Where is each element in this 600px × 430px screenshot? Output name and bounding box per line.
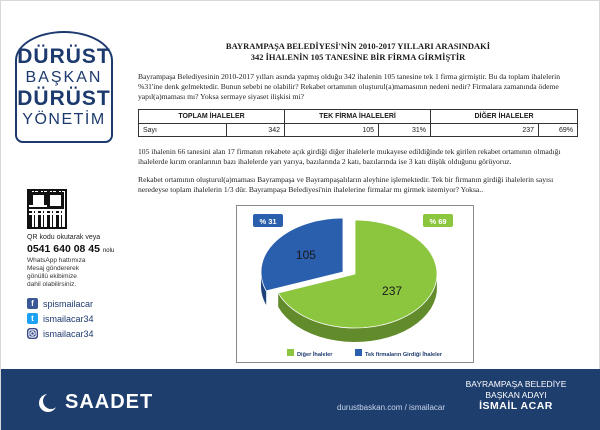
- instagram-handle: ismailacar34: [43, 328, 94, 339]
- table-row: [139, 124, 578, 137]
- legend-swatch-0: [287, 349, 294, 356]
- logo-line-3: DÜRÜST: [17, 87, 111, 110]
- pie-value-label-0: 237: [382, 283, 403, 298]
- phone-number: 0541 640 08 45: [27, 243, 100, 255]
- percent-callout-0: % 69: [429, 217, 447, 226]
- header-total: TOPLAM İHALELER: [139, 110, 285, 124]
- sidebar: [1, 1, 123, 369]
- crescent-star-icon: [37, 392, 59, 414]
- twitter-icon: t: [27, 313, 38, 324]
- page-title: [138, 41, 578, 63]
- instagram-icon: [27, 328, 38, 339]
- cell-other: 237: [431, 124, 539, 137]
- conclusion-paragraph: Rekabet ortamının oluşturul(a)maması Bayrampaşa ve Bayrampaşalıların aleyhine işlemektedir. Tek bir firmanın girdiği ihalelerin sayısı neredeyse toplam ihalelerin 1/3 dür. Bayrampaşa Belediyesi'nin ihalelerine firmalar mı girmek istemiyor? Yoksa..: [138, 175, 554, 194]
- whatsapp-line-3: gönüllü ekibimize: [27, 273, 77, 280]
- pie-chart-svg: [237, 206, 473, 362]
- twitter-handle: ismailacar34: [43, 313, 94, 324]
- cell-single: 105: [285, 124, 379, 137]
- brand-name: SAADET: [65, 391, 154, 413]
- whatsapp-line-4: dahil olabilirsiniz.: [27, 281, 77, 288]
- analysis-paragraph: 105 ihalenin 66 tanesini alan 17 firmanın rekabete açık girdiği diğer ihalelerle mukayese edildiğinde tek girilen rekabet ortamının olmadığı ihalelerde kırım oranlarının bazı ihalelerde yarı yarıya, bazılarında 2 katı, bazılarında ise 3 katı düşük olduğunu görüyoruz.: [138, 147, 561, 166]
- cell-other-pct: 69%: [539, 124, 578, 137]
- facebook-handle: spismailacar: [43, 298, 94, 309]
- footer-bar: [1, 369, 600, 430]
- cell-total: 342: [227, 124, 285, 137]
- candidate-name: İSMAİL ACAR: [479, 400, 553, 412]
- title-line-1: BAYRAMPAŞA BELEDİYESİ'NİN 2010-2017 YILLARI ARASINDAKİ: [225, 41, 491, 51]
- whatsapp-line-1: WhatsApp hattımıza: [27, 257, 86, 264]
- intro-paragraph: Bayrampaşa Belediyesinin 2010-2017 yılları asında yapmış olduğu 342 ihalenin 105 tanesine tek 1 firma girmiştir. Bu da toplam ihalelerin %31'ine denk gelmektedir. Bunun sebebi ne olabilir? Rekabet ortamının oluşturul(a)mamasının nedeni nedir? Firmalara zamanında ödeme yapıl(a)maması mı? Yoksa sermaye siyaset ilişkisi mi?: [138, 72, 560, 101]
- phone-suffix: nolu: [102, 248, 115, 254]
- tender-stats-table: [138, 109, 578, 137]
- candidate-line-1: BAYRAMPAŞA BELEDİYE: [465, 379, 567, 389]
- header-other: DİĞER İHALELER: [431, 110, 578, 124]
- whatsapp-line-2: Mesaj göndererek: [27, 265, 80, 272]
- qr-code[interactable]: [27, 189, 67, 229]
- logo-line-2: BAŞKAN: [25, 69, 103, 86]
- social-facebook[interactable]: [27, 298, 93, 309]
- logo-line-4: YÖNETİM: [22, 111, 106, 128]
- whatsapp-phone[interactable]: [27, 243, 114, 255]
- table-header-row: [139, 110, 578, 124]
- main-content: [138, 41, 578, 101]
- pie-chart: [236, 205, 474, 363]
- social-instagram[interactable]: [27, 328, 94, 339]
- candidate-block: [441, 379, 591, 412]
- candidate-line-2: BAŞKAN ADAYI: [485, 390, 547, 400]
- durust-baskan-logo: [15, 31, 113, 143]
- legend-label-0: Diğer İhaleler: [297, 352, 333, 358]
- legend-swatch-1: [355, 349, 362, 356]
- pie-value-label-1: 105: [295, 248, 316, 263]
- legend-label-1: Tek firmaların Girdiği İhaleler: [365, 352, 442, 358]
- cell-single-pct: 31%: [379, 124, 431, 137]
- logo-line-1: DÜRÜST: [17, 45, 111, 68]
- row-label: Sayı: [139, 124, 227, 137]
- percent-callout-1: % 31: [259, 217, 277, 226]
- qr-caption: QR kodu okutarak veya: [27, 234, 101, 241]
- saadet-brand: [37, 391, 153, 414]
- title-line-2: 342 İHALENİN 105 TANESİNE BİR FİRMA GİRMİŞTİR: [250, 52, 466, 62]
- header-single: TEK FİRMA İHALELERİ: [285, 110, 431, 124]
- social-twitter[interactable]: [27, 313, 94, 324]
- website-link[interactable]: durustbaskan.com / ismailacar: [337, 403, 446, 412]
- facebook-icon: f: [27, 298, 38, 309]
